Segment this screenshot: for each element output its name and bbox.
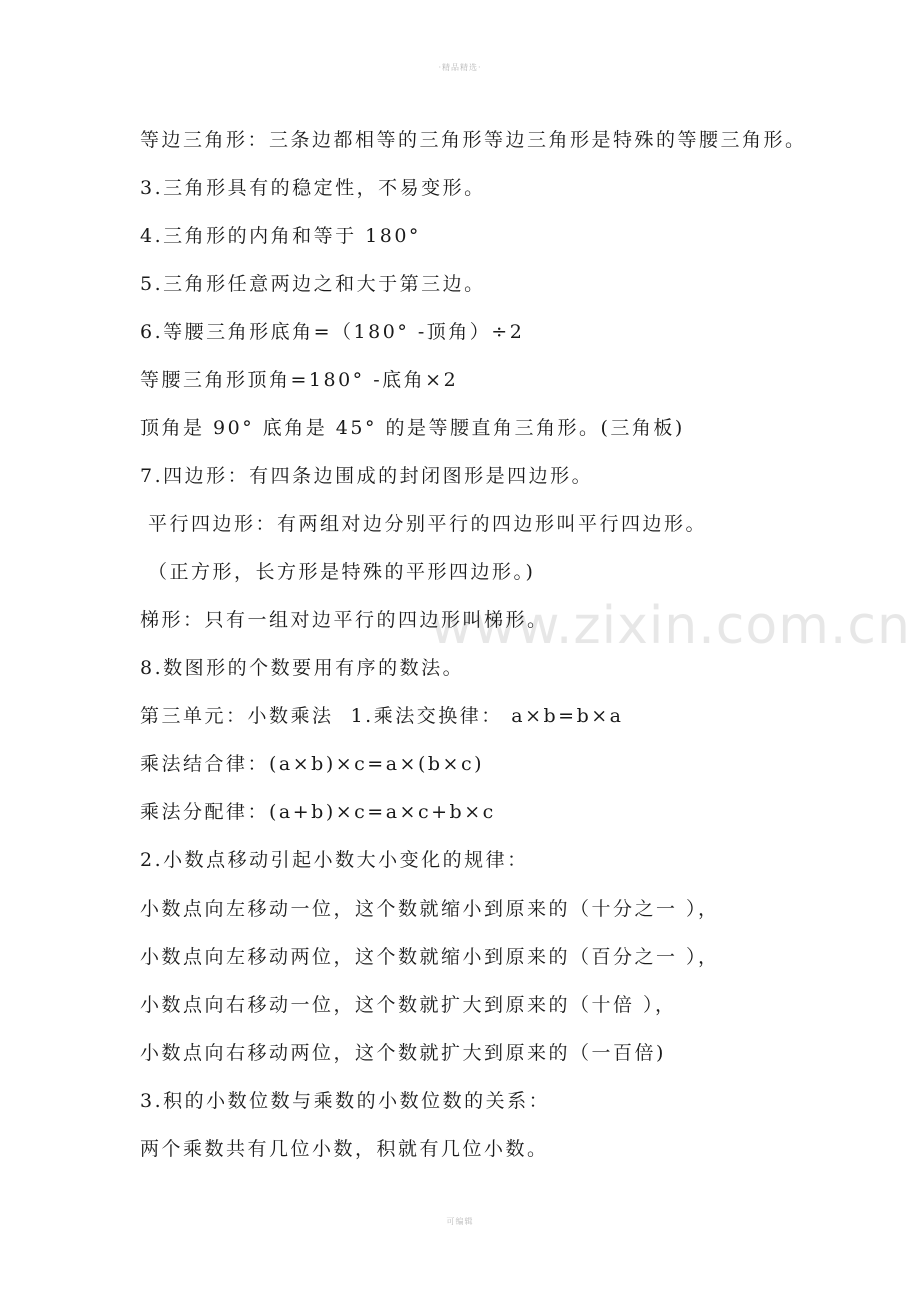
text-line-base-angle: 6.等腰三角形底角=（180° -顶角）÷2	[140, 321, 525, 343]
text-line-equilateral-triangle: 等边三角形：三条边都相等的三角形等边三角形是特殊的等腰三角形。	[140, 129, 807, 151]
text-line-side-sum: 5.三角形任意两边之和大于第三边。	[140, 273, 486, 295]
text-line-stability: 3.三角形具有的稳定性，不易变形。	[140, 177, 486, 199]
text-line-right-isosceles: 顶角是 90° 底角是 45° 的是等腰直角三角形。(三角板)	[140, 417, 685, 439]
text-line-right-one: 小数点向右移动一位，这个数就扩大到原来的（十倍 ），	[140, 994, 677, 1016]
text-line-associative: 乘法结合律：(a×b)×c=a×(b×c)	[140, 753, 485, 775]
watermark: www.zixin.com.cn	[430, 596, 911, 656]
text-line-square-rectangle: （正方形，长方形是特殊的平形四边形。)	[148, 561, 536, 583]
text-line-right-two: 小数点向右移动两位，这个数就扩大到原来的（一百倍)	[140, 1042, 666, 1064]
text-line-counting-shapes: 8.数图形的个数要用有序的数法。	[140, 657, 465, 679]
text-line-unit-three-commutative: 第三单元：小数乘法 1.乘法交换律： a×b=b×a	[140, 705, 624, 727]
text-line-product-decimals: 3.积的小数位数与乘数的小数位数的关系：	[140, 1090, 551, 1112]
text-line-decimal-point-rule: 2.小数点移动引起小数大小变化的规律：	[140, 849, 529, 871]
text-line-distributive: 乘法分配律：(a+b)×c=a×c+b×c	[140, 801, 496, 823]
text-line-product-rule: 两个乘数共有几位小数，积就有几位小数。	[140, 1138, 549, 1160]
text-line-vertex-angle: 等腰三角形顶角=180° -底角×2	[140, 369, 459, 391]
text-line-angle-sum: 4.三角形的内角和等于 180°	[140, 225, 421, 247]
text-line-parallelogram: 平行四边形：有两组对边分别平行的四边形叫平行四边形。	[148, 513, 708, 535]
header-mark: ·精品精选·	[438, 63, 482, 72]
text-line-left-two: 小数点向左移动两位，这个数就缩小到原来的（百分之一 ），	[140, 946, 720, 968]
footer-mark: 可编辑	[446, 1217, 474, 1226]
text-line-trapezoid: 梯形：只有一组对边平行的四边形叫梯形。	[140, 609, 549, 631]
text-line-left-one: 小数点向左移动一位，这个数就缩小到原来的（十分之一 ），	[140, 898, 720, 920]
text-line-quadrilateral: 7.四边形：有四条边围成的封闭图形是四边形。	[140, 465, 594, 487]
